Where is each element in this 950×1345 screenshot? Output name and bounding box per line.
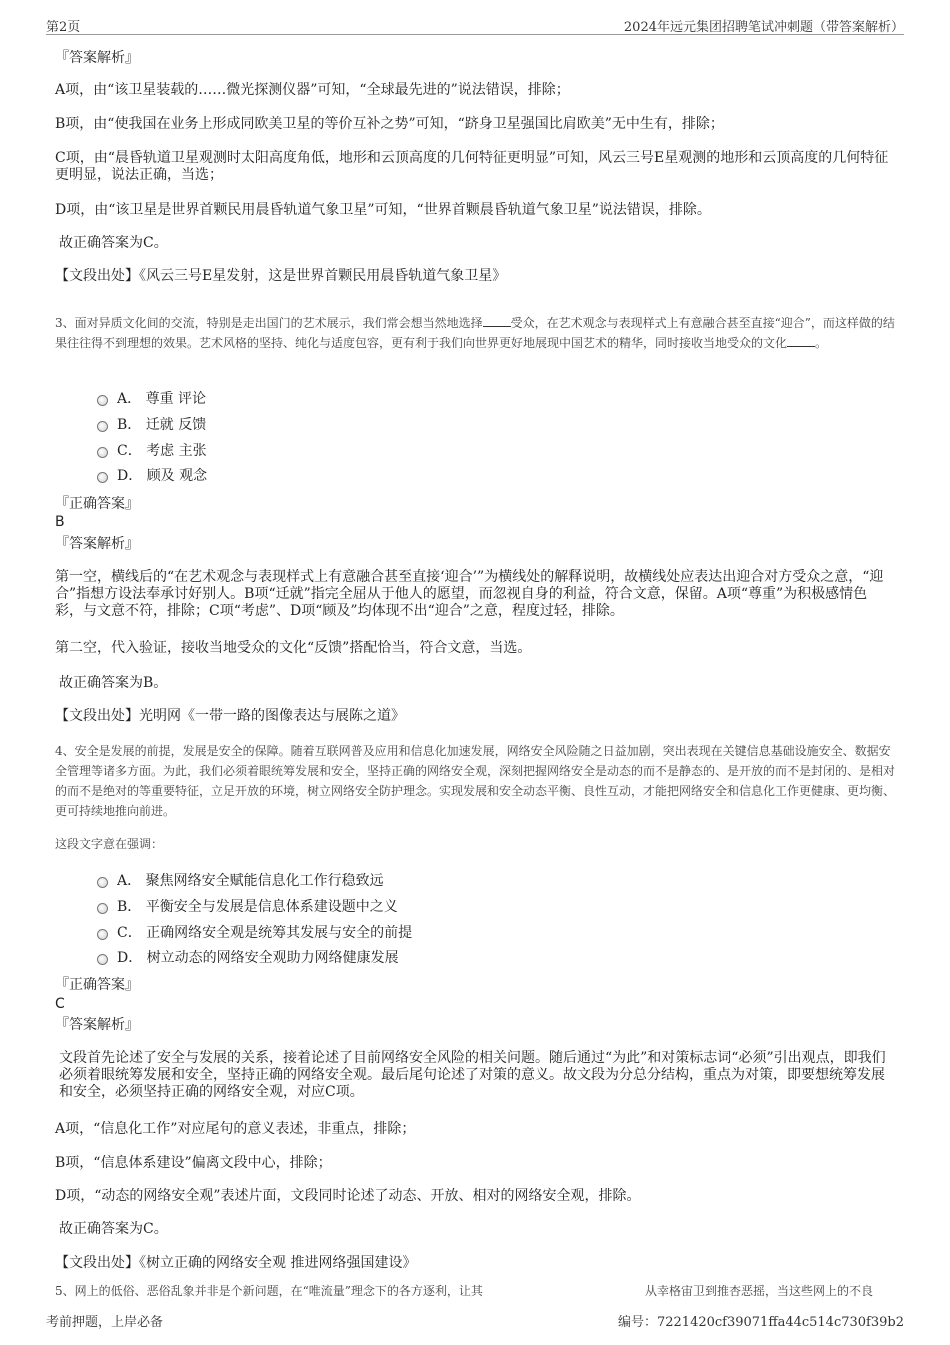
radio-icon[interactable] xyxy=(97,903,108,914)
radio-icon[interactable] xyxy=(97,447,108,458)
page-footer xyxy=(46,1309,904,1331)
footer-slogan: 考前押题，上岸必备 xyxy=(46,1315,164,1330)
q2-analysis-line-b: B项，由“使我国在业务上形成同欧美卫星的等价互补之势”可知，“跻身卫星强国比肩欧美”无中生有，排除； xyxy=(55,116,724,132)
q3-stem-part3: 。 xyxy=(815,336,828,350)
option-text: 平衡安全与发展是信息体系建设题中之义 xyxy=(145,899,398,915)
q2-analysis-line-d: D项，由“该卫星是世界首颗民用晨昏轨道气象卫星”可知，“世界首颗晨昏轨道气象卫星”说法错误，排除。 xyxy=(55,202,711,218)
option-letter: B． xyxy=(117,417,142,433)
q3-analysis-line-1: 第一空，横线后的“在艺术观念与表现样式上有意融合甚至直接‘迎合’”为横线处的解释说明，故横线处应表达出迎合对方受众之意，“迎合”指想方设法奉承讨好别人。B项“迁就”指完全屈从于他人的愿望，而忽视自身的利益，符合文意，保留。A项“尊重”为积极感情色彩，与文意不符，排除；C项“考虑”、D项“顾及”均体现不出“迎合”之意，程度过轻，排除。 xyxy=(55,569,884,619)
q4-option-c[interactable] xyxy=(97,924,412,942)
radio-icon[interactable] xyxy=(97,395,108,406)
option-letter: A． xyxy=(117,391,142,407)
q4-analysis-line-d: D项，“动态的网络安全观”表述片面，文段同时论述了动态、开放、相对的网络安全观，排除。 xyxy=(55,1188,641,1204)
q5-cutoff-right: 从幸格宙卫到推杏恶摇，当这些网上的不良 xyxy=(645,1284,874,1298)
option-text: 聚焦网络安全赋能信息化工作行稳致远 xyxy=(145,873,384,889)
q3-option-c[interactable] xyxy=(97,442,207,460)
q4-option-d[interactable] xyxy=(97,949,399,967)
q3-source: 【文段出处】光明网《一带一路的图像表达与展陈之道》 xyxy=(55,708,405,724)
q4-correct-answer: C xyxy=(55,996,65,1012)
q4-option-a[interactable] xyxy=(97,872,384,890)
radio-icon[interactable] xyxy=(97,421,108,432)
q5-cutoff-line xyxy=(55,1284,895,1298)
q3-option-b[interactable] xyxy=(97,416,206,434)
radio-icon[interactable] xyxy=(97,929,108,940)
q5-cutoff-left: 5、网上的低俗、恶俗乱象并非是个新问题，在“唯流量”理念下的各方逐利，让其 xyxy=(55,1284,483,1298)
page-content xyxy=(55,44,896,1298)
q2-analysis-label: 『答案解析』 xyxy=(55,50,139,66)
option-text: 树立动态的网络安全观助力网络健康发展 xyxy=(146,950,399,966)
q4-stem: 4、安全是发展的前提，发展是安全的保障。随着互联网普及应用和信息化加速发展，网络安全风险随之日益加剧，突出表现在关键信息基础设施安全、数据安全管理等诸多方面。为此，我们必须着眼统筹发展和安全，坚持正确的网络安全观，深刻把握网络安全是动态的而不是静态的、是开放的而不是封闭的、是相对的而不是绝对的等重要特征，立足开放的环境，树立网络安全防护理念。实现发展和安全动态平衡、良性互动，才能把网络安全和信息化工作更健康、更均衡、更可持续地推向前进。 xyxy=(55,744,896,818)
q4-option-b[interactable] xyxy=(97,898,398,916)
q4-analysis-line-a: A项，“信息化工作”对应尾句的意义表述，非重点，排除； xyxy=(55,1121,416,1137)
q2-analysis-line-a: A项，由“该卫星装载的……微光探测仪器”可知，“全球最先进的”说法错误，排除； xyxy=(55,82,570,98)
option-letter: D． xyxy=(117,950,143,966)
radio-icon[interactable] xyxy=(97,472,108,483)
q4-analysis-line-1: 文段首先论述了安全与发展的关系，接着论述了目前网络安全风险的相关问题。随后通过“为此”和对策标志词“必须”引出观点，即我们必须着眼统筹发展和安全，坚持正确的网络安全观。最后尾句论述了对策的意义。故文段为分总分结构，重点为对策，即要想统筹发展和安全，必须坚持正确的网络安全观，对应C项。 xyxy=(59,1050,886,1100)
page-number: 第2页 xyxy=(46,20,81,35)
q3-blank-1 xyxy=(483,314,511,327)
document-id: 编号：7221420cf39071ffa44c514c730f39b2 xyxy=(617,1315,904,1330)
option-letter: C． xyxy=(117,443,142,459)
radio-icon[interactable] xyxy=(97,877,108,888)
q4-prompt: 这段文字意在强调： xyxy=(55,837,164,851)
q3-stem xyxy=(55,313,895,353)
q3-conclusion: 故正确答案为B。 xyxy=(59,675,168,691)
q3-correct-label: 『正确答案』 xyxy=(55,496,139,512)
q3-correct-answer: B xyxy=(55,514,65,530)
option-text: 考虑 主张 xyxy=(146,443,207,459)
document-title: 2024年远元集团招聘笔试冲刺题（带答案解析） xyxy=(623,20,904,35)
q4-analysis-line-b: B项，“信息体系建设”偏离文段中心，排除； xyxy=(55,1155,332,1171)
option-letter: B． xyxy=(117,899,142,915)
q2-conclusion: 故正确答案为C。 xyxy=(59,235,168,251)
q3-stem-part1: 3、面对异质文化间的交流，特别是走出国门的艺术展示，我们常会想当然地选择 xyxy=(55,316,483,330)
option-letter: C． xyxy=(117,925,142,941)
option-text: 迁就 反馈 xyxy=(145,417,207,433)
q2-analysis-line-c: C项，由“晨昏轨道卫星观测时太阳高度角低，地形和云顶高度的几何特征更明显”可知，风云三号E星观测的地形和云顶高度的几何特征更明显，说法正确，当选； xyxy=(55,150,889,183)
q4-analysis-label: 『答案解析』 xyxy=(55,1017,139,1033)
q3-option-a[interactable] xyxy=(97,390,206,408)
option-text: 尊重 评论 xyxy=(145,391,207,407)
q3-analysis-line-2: 第二空，代入验证，接收当地受众的文化“反馈”搭配恰当，符合文意，当选。 xyxy=(55,640,532,656)
option-text: 顾及 观念 xyxy=(146,468,208,484)
q3-analysis-label: 『答案解析』 xyxy=(55,536,139,552)
option-letter: D． xyxy=(117,468,143,484)
q3-option-d[interactable] xyxy=(97,467,207,485)
q2-source: 【文段出处】《风云三号E星发射，这是世界首颗民用晨昏轨道气象卫星》 xyxy=(55,268,507,284)
q3-stem-part2: 受众，在艺术观念与表现样式上有意融合甚至直接“迎合”，而这样做的结果往往得不到理想的效果。艺术风格的坚持、纯化与适度包容，更有利于我们向世界更好地展现中国艺术的精华，同时接收当地受众的文化 xyxy=(55,316,895,350)
option-letter: A． xyxy=(117,873,142,889)
q4-conclusion: 故正确答案为C。 xyxy=(59,1221,168,1237)
page-header xyxy=(46,14,904,35)
radio-icon[interactable] xyxy=(97,954,108,965)
q4-source: 【文段出处】《树立正确的网络安全观 推进网络强国建设》 xyxy=(55,1255,417,1271)
q4-correct-label: 『正确答案』 xyxy=(55,977,139,993)
q3-blank-2 xyxy=(787,334,815,347)
option-text: 正确网络安全观是统筹其发展与安全的前提 xyxy=(146,925,413,941)
